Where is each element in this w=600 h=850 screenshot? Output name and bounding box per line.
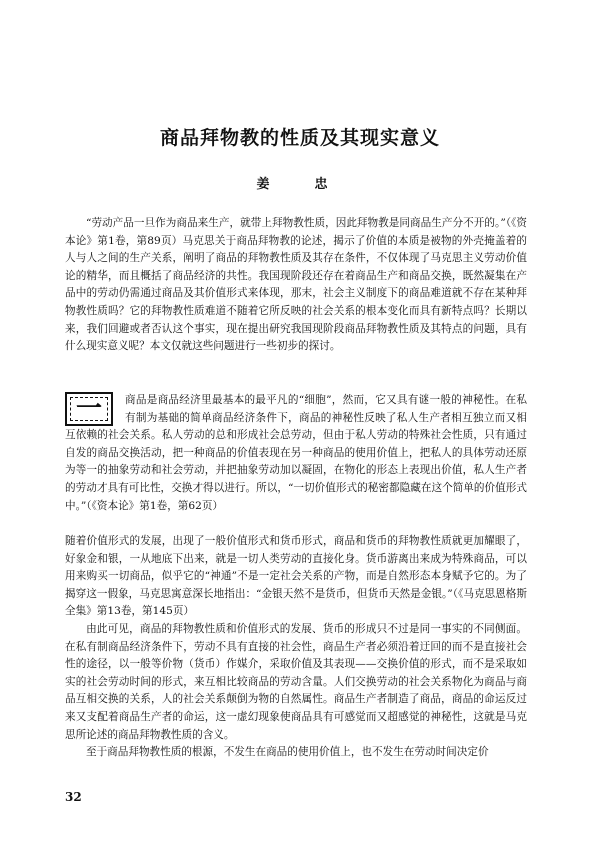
page-number: 32 bbox=[65, 790, 82, 804]
section-paragraph-3 bbox=[65, 621, 527, 744]
paragraph-text: 随着价值形式的发展，出现了一般价值形式和货币形式，商品和货币的拜物教性质就更加耀眼了，好象金和银，一从地底下出来，就是一切人类劳动的直接化身。货币游离出来成为特殊商品，可以用来购买一切商品，似乎它的“神通”不是一定社会关系的产物，而是自然形态本身赋予它的。为了揭穿这一假象，马克思寓意深长地指出：“金银天然不是货币，但货币天然是金银。”（《马克思恩格斯全集》第13卷，第145页） bbox=[65, 535, 527, 618]
paragraph-text: 至于商品拜物教性质的根源，不发生在商品的使用价值上，也不发生在劳动时间决定价 bbox=[86, 746, 489, 758]
article-author: 姜 忠 bbox=[256, 177, 344, 192]
section-number: 一 bbox=[75, 394, 102, 424]
section-paragraph-4 bbox=[65, 744, 527, 762]
section-paragraph-2 bbox=[65, 533, 527, 621]
paragraph-text: 商品是商品经济里最基本的最平凡的“细胞”，然而，它又具有谜一般的神秘性。在私有制为基础的简单商品经济条件下，商品的神秘性反映了私人生产者相互独立而又相互依赖的社会关系。私人劳动的总和形成社会总劳动，但由于私人劳动的特殊社会性质，只有通过自发的商品交换活动，把一种商品的价值表现在另一种商品的使用价值上，把私人的具体劳动还原为等一的抽象劳动和社会劳动，并把抽象劳动加以凝固，在物化的形态上表现出价值，私人生产者的劳动才具有可比性，交换才得以进行。所以，“一切价值形式的秘密都隐藏在这个简单的价值形式中。”（《资本论》第1卷，第62页） bbox=[65, 394, 527, 512]
intro-text: “劳动产品一旦作为商品来生产，就带上拜物教性质，因此拜物教是同商品生产分不开的。”（《资本论》第1卷，第89页）马克思关于商品拜物教的论述，揭示了价值的本质是被物的外壳掩盖着的人与人之间的生产关系，阐明了商品的拜物教性质及其存在条件，不仅体现了马克思主义劳动价值论的精华，而且概括了商品经济的共性。我国现阶段还存在着商品生产和商品交换，既然凝集在产品中的劳动仍需通过商品及其价值形式来体现，那末，社会主义制度下的商品难道就不存在某种拜物教性质吗？它的拜物教性质难道不随着它所反映的社会关系的根本变化而具有新特点吗？长期以来，我们回避或者否认这个事实，现在提出研究我国现阶段商品拜物教性质及其特点的问题，具有什么现实意义呢？本文仅就这些问题进行一些初步的探讨。 bbox=[65, 217, 527, 353]
section-paragraph-1 bbox=[65, 392, 527, 515]
paragraph-text: 由此可见，商品的拜物教性质和价值形式的发展、货币的形成只不过是同一事实的不同侧面。在私有制商品经济条件下，劳动不具有直接的社会性，商品生产者必须沿着迂回的而不是直接社会性的途径，以一般等价物（货币）作媒介，采取价值及其表现——交换价值的形式，而不是采取如实的社会劳动时间的形式，来互相比较商品的劳动含量。人们交换劳动的社会关系物化为商品与商品互相交换的关系，人的社会关系颠倒为物的自然属性。商品生产者制造了商品，商品的命运反过来又支配着商品生产者的命运，这一虚幻现象使商品具有可感觉而又超感觉的神秘性，这就是马克思所论述的商品拜物教性质的含义。 bbox=[65, 623, 527, 741]
intro-paragraph bbox=[65, 215, 527, 356]
article-title: 商品拜物教的性质及其现实意义 bbox=[159, 127, 440, 149]
